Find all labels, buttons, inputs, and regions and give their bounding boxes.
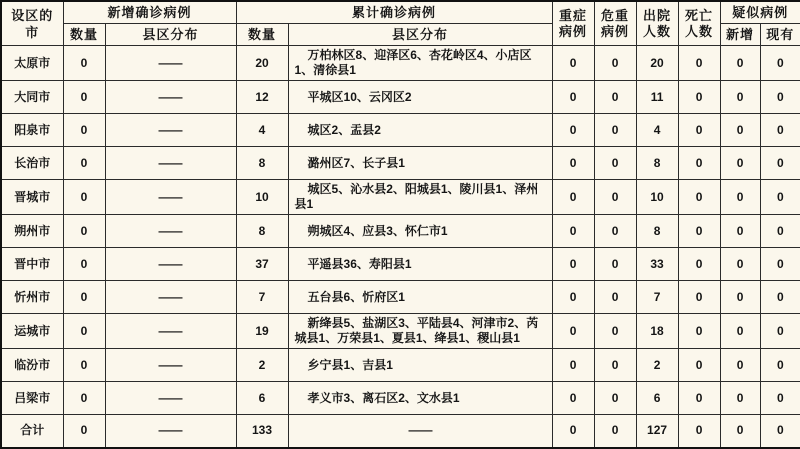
suspected-current-cell: 0	[760, 248, 800, 281]
table-row	[1, 349, 800, 382]
new-dist-cell: ——	[105, 180, 236, 215]
new-dist-cell: ——	[105, 215, 236, 248]
critical-cell: 0	[594, 81, 636, 114]
suspected-current-cell: 0	[760, 314, 800, 349]
suspected-new-cell: 0	[720, 180, 760, 215]
suspected-current-cell: 0	[760, 147, 800, 180]
city-cell: 晋城市	[1, 180, 63, 215]
suspected-new-cell: 0	[720, 114, 760, 147]
suspected-current-cell: 0	[760, 180, 800, 215]
total-dist-cell: 城区5、沁水县2、阳城县1、陵川县1、泽州县1	[288, 180, 552, 215]
deaths-cell: 0	[678, 147, 720, 180]
critical-cell: 0	[594, 382, 636, 415]
header-new-count: 数量	[63, 24, 105, 46]
new-dist-cell: ——	[105, 382, 236, 415]
critical-cell: 0	[594, 215, 636, 248]
new-count-cell: 0	[63, 147, 105, 180]
total-dist-cell: 潞州区7、长子县1	[288, 147, 552, 180]
critical-cell: 0	[594, 349, 636, 382]
critical-cell: 0	[594, 147, 636, 180]
total-dist-cell: 万柏林区8、迎泽区6、杏花岭区4、小店区1、清徐县1	[288, 46, 552, 81]
header-cumulative-group: 累计确诊病例	[236, 1, 552, 24]
critical-cell: 0	[594, 46, 636, 81]
total-count-cell: 19	[236, 314, 288, 349]
new-count-cell: 0	[63, 382, 105, 415]
total-count-cell: 37	[236, 248, 288, 281]
header-city: 设区的市	[1, 1, 63, 46]
suspected-current-cell: 0	[760, 382, 800, 415]
critical-cell: 0	[594, 415, 636, 448]
suspected-current-cell: 0	[760, 349, 800, 382]
total-dist-cell: ——	[288, 415, 552, 448]
city-cell: 运城市	[1, 314, 63, 349]
new-dist-cell: ——	[105, 46, 236, 81]
suspected-new-cell: 0	[720, 281, 760, 314]
new-count-cell: 0	[63, 215, 105, 248]
total-count-cell: 6	[236, 382, 288, 415]
discharged-cell: 20	[636, 46, 678, 81]
severe-cell: 0	[552, 415, 594, 448]
severe-cell: 0	[552, 382, 594, 415]
suspected-new-cell: 0	[720, 314, 760, 349]
suspected-new-cell: 0	[720, 81, 760, 114]
suspected-new-cell: 0	[720, 147, 760, 180]
discharged-cell: 10	[636, 180, 678, 215]
discharged-cell: 4	[636, 114, 678, 147]
total-count-cell: 133	[236, 415, 288, 448]
table-row	[1, 147, 800, 180]
discharged-cell: 127	[636, 415, 678, 448]
discharged-cell: 18	[636, 314, 678, 349]
new-count-cell: 0	[63, 46, 105, 81]
total-count-cell: 8	[236, 147, 288, 180]
suspected-current-cell: 0	[760, 215, 800, 248]
header-suspected-current: 现有	[760, 24, 800, 46]
new-dist-cell: ——	[105, 314, 236, 349]
table-row	[1, 281, 800, 314]
city-cell: 长治市	[1, 147, 63, 180]
new-count-cell: 0	[63, 248, 105, 281]
total-dist-cell: 乡宁县1、吉县1	[288, 349, 552, 382]
discharged-cell: 7	[636, 281, 678, 314]
total-dist-cell: 五台县6、忻府区1	[288, 281, 552, 314]
city-cell: 晋中市	[1, 248, 63, 281]
table-row	[1, 382, 800, 415]
severe-cell: 0	[552, 314, 594, 349]
discharged-cell: 6	[636, 382, 678, 415]
total-dist-cell: 朔城区4、应县3、怀仁市1	[288, 215, 552, 248]
new-dist-cell: ——	[105, 281, 236, 314]
table-row	[1, 314, 800, 349]
total-count-cell: 2	[236, 349, 288, 382]
header-suspected-group: 疑似病例	[720, 1, 800, 24]
total-count-cell: 10	[236, 180, 288, 215]
suspected-new-cell: 0	[720, 415, 760, 448]
city-cell: 阳泉市	[1, 114, 63, 147]
new-count-cell: 0	[63, 349, 105, 382]
header-suspected-new: 新增	[720, 24, 760, 46]
deaths-cell: 0	[678, 415, 720, 448]
city-cell: 临汾市	[1, 349, 63, 382]
deaths-cell: 0	[678, 281, 720, 314]
critical-cell: 0	[594, 314, 636, 349]
new-count-cell: 0	[63, 114, 105, 147]
critical-cell: 0	[594, 248, 636, 281]
severe-cell: 0	[552, 81, 594, 114]
critical-cell: 0	[594, 281, 636, 314]
city-cell: 忻州市	[1, 281, 63, 314]
table-row	[1, 114, 800, 147]
new-count-cell: 0	[63, 415, 105, 448]
table-row	[1, 46, 800, 81]
deaths-cell: 0	[678, 46, 720, 81]
total-count-cell: 4	[236, 114, 288, 147]
suspected-current-cell: 0	[760, 281, 800, 314]
header-critical: 危重病例	[594, 1, 636, 46]
suspected-current-cell: 0	[760, 114, 800, 147]
deaths-cell: 0	[678, 349, 720, 382]
suspected-new-cell: 0	[720, 382, 760, 415]
suspected-new-cell: 0	[720, 46, 760, 81]
total-dist-cell: 孝义市3、离石区2、文水县1	[288, 382, 552, 415]
discharged-cell: 8	[636, 215, 678, 248]
severe-cell: 0	[552, 147, 594, 180]
total-count-cell: 20	[236, 46, 288, 81]
total-dist-cell: 平遥县36、寿阳县1	[288, 248, 552, 281]
new-dist-cell: ——	[105, 349, 236, 382]
total-dist-cell: 城区2、盂县2	[288, 114, 552, 147]
city-cell: 太原市	[1, 46, 63, 81]
table-row	[1, 81, 800, 114]
new-dist-cell: ——	[105, 114, 236, 147]
table-row-total	[1, 415, 800, 448]
deaths-cell: 0	[678, 180, 720, 215]
suspected-current-cell: 0	[760, 415, 800, 448]
discharged-cell: 2	[636, 349, 678, 382]
severe-cell: 0	[552, 281, 594, 314]
new-dist-cell: ——	[105, 147, 236, 180]
new-count-cell: 0	[63, 81, 105, 114]
critical-cell: 0	[594, 114, 636, 147]
deaths-cell: 0	[678, 382, 720, 415]
deaths-cell: 0	[678, 314, 720, 349]
severe-cell: 0	[552, 349, 594, 382]
new-dist-cell: ——	[105, 415, 236, 448]
header-cumulative-count: 数量	[236, 24, 288, 46]
discharged-cell: 8	[636, 147, 678, 180]
header-cumulative-district-distribution: 县区分布	[288, 24, 552, 46]
suspected-new-cell: 0	[720, 215, 760, 248]
table-header	[1, 1, 800, 46]
city-cell: 吕梁市	[1, 382, 63, 415]
header-severe: 重症病例	[552, 1, 594, 46]
table-row	[1, 248, 800, 281]
discharged-cell: 33	[636, 248, 678, 281]
suspected-current-cell: 0	[760, 46, 800, 81]
suspected-current-cell: 0	[760, 81, 800, 114]
new-count-cell: 0	[63, 281, 105, 314]
new-dist-cell: ——	[105, 81, 236, 114]
discharged-cell: 11	[636, 81, 678, 114]
table-row	[1, 215, 800, 248]
total-count-cell: 8	[236, 215, 288, 248]
city-cell: 大同市	[1, 81, 63, 114]
header-discharged: 出院人数	[636, 1, 678, 46]
severe-cell: 0	[552, 215, 594, 248]
severe-cell: 0	[552, 114, 594, 147]
table-row	[1, 180, 800, 215]
table-body	[1, 46, 800, 448]
total-dist-cell: 平城区10、云冈区2	[288, 81, 552, 114]
suspected-new-cell: 0	[720, 349, 760, 382]
city-cell: 朔州市	[1, 215, 63, 248]
total-count-cell: 7	[236, 281, 288, 314]
new-count-cell: 0	[63, 180, 105, 215]
total-count-cell: 12	[236, 81, 288, 114]
deaths-cell: 0	[678, 215, 720, 248]
header-new-confirmed-group: 新增确诊病例	[63, 1, 236, 24]
severe-cell: 0	[552, 248, 594, 281]
severe-cell: 0	[552, 180, 594, 215]
severe-cell: 0	[552, 46, 594, 81]
suspected-new-cell: 0	[720, 248, 760, 281]
deaths-cell: 0	[678, 81, 720, 114]
header-new-district-distribution: 县区分布	[105, 24, 236, 46]
deaths-cell: 0	[678, 248, 720, 281]
city-cell: 合计	[1, 415, 63, 448]
new-dist-cell: ——	[105, 248, 236, 281]
critical-cell: 0	[594, 180, 636, 215]
deaths-cell: 0	[678, 114, 720, 147]
total-dist-cell: 新绛县5、盐湖区3、平陆县4、河津市2、芮城县1、万荣县1、夏县1、绛县1、稷山县1	[288, 314, 552, 349]
header-deaths: 死亡人数	[678, 1, 720, 46]
new-count-cell: 0	[63, 314, 105, 349]
